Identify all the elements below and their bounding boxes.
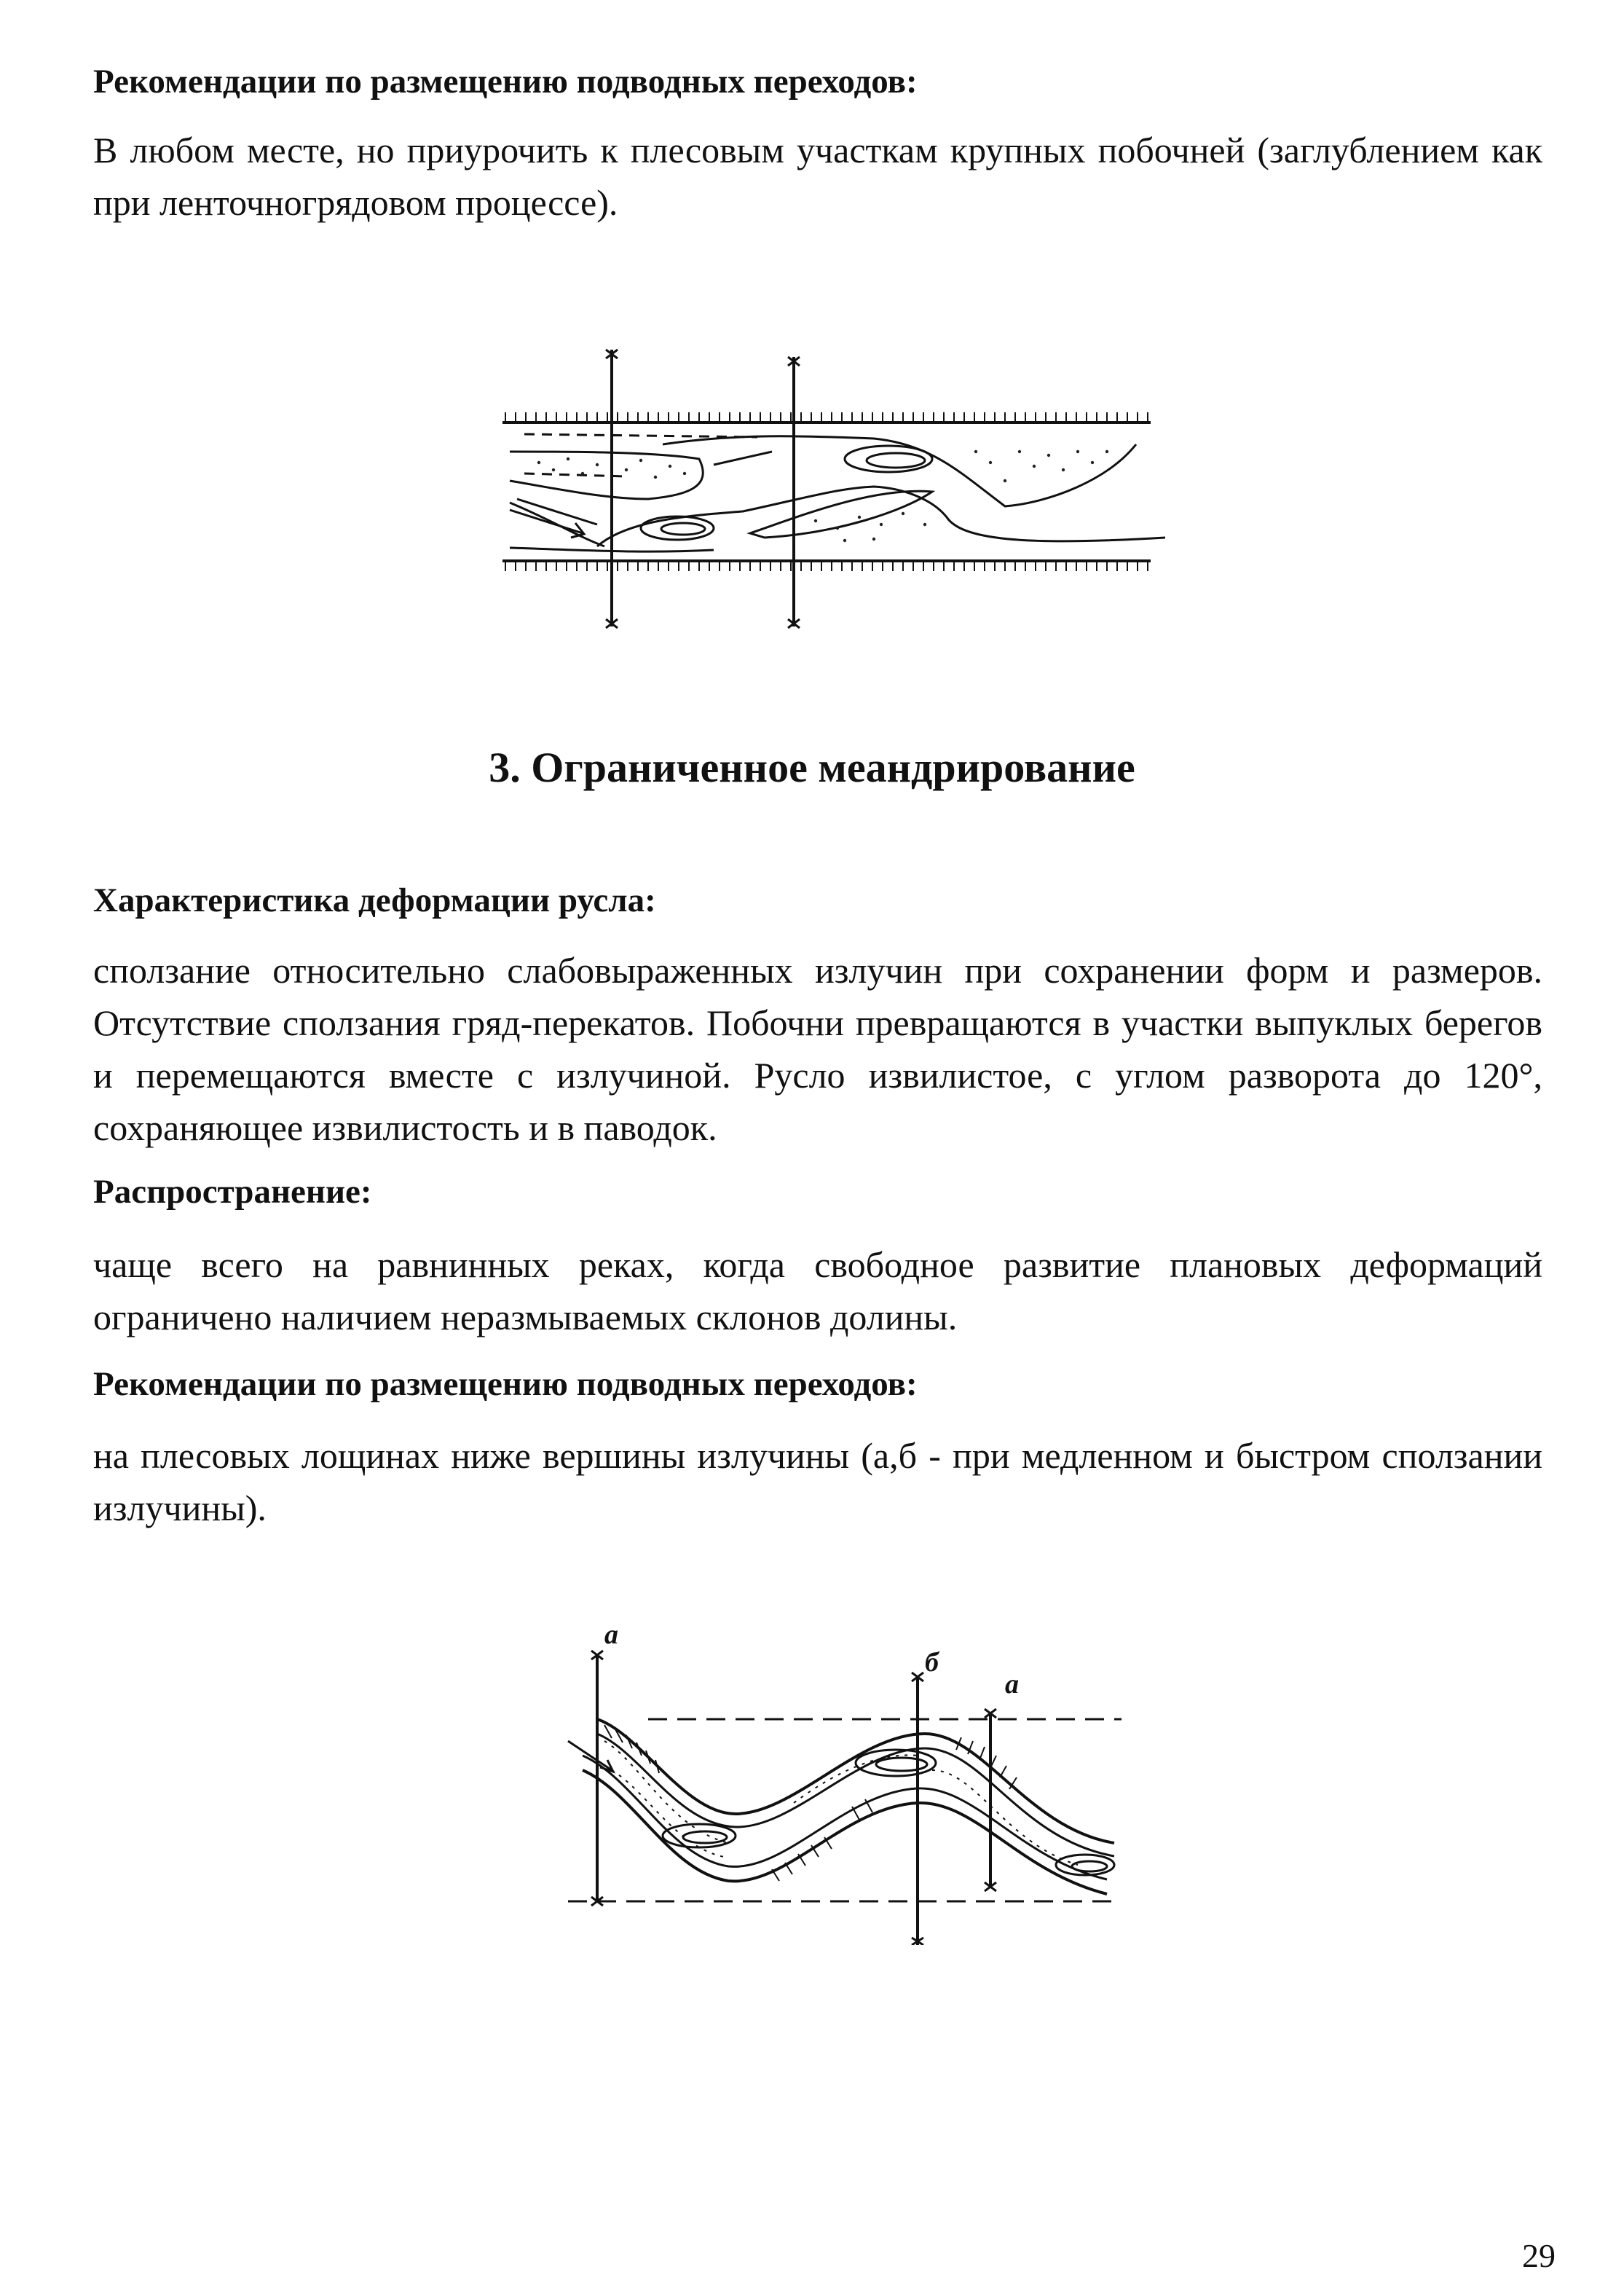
section-label-a-left: а bbox=[604, 1619, 618, 1650]
paragraph-channel-deformation: сползание относительно слабовыраженных излучин при сохранении форм и размеров. Отсутствие сползания гряд-перекатов. Побочни превращаются в участки выпуклых берегов и перемещаются вместе с излучиной. Русло извилистое, с углом разворота до 120°, сохраняющее извилистость и в паводок. bbox=[93, 950, 1542, 1148]
page-number: 29 bbox=[1522, 2237, 1556, 2274]
paragraph-distribution: чаще всего на равнинных реках, когда свободное развитие плановых деформаций ограничено наличием неразмываемых склонов долины. bbox=[93, 1244, 1542, 1337]
section-label-b: б bbox=[925, 1647, 939, 1678]
heading-recommendations-2: Рекомендации по размещению подводных переходов: bbox=[93, 1365, 918, 1403]
paragraph-recommendations-1: В любом месте, но приурочить к плесовым участкам крупных побочней (заглублением как при ленточногрядовом процессе). bbox=[93, 130, 1542, 223]
heading-recommendations-1: Рекомендации по размещению подводных переходов: bbox=[93, 63, 918, 101]
section-label-a-right: а bbox=[1005, 1669, 1019, 1700]
heading-channel-deformation: Характеристика деформации русла: bbox=[93, 881, 656, 919]
section-title: 3. Ограниченное меандрирование bbox=[489, 744, 1135, 791]
heading-distribution: Распространение: bbox=[93, 1173, 372, 1211]
paragraph-recommendations-2: на плесовых лощинах ниже вершины излучины (а,б - при медленном и быстром сползании излучины). bbox=[93, 1435, 1542, 1528]
figure-channel-diagram-1 bbox=[495, 342, 1165, 634]
figure-meander-diagram bbox=[553, 1619, 1136, 1945]
